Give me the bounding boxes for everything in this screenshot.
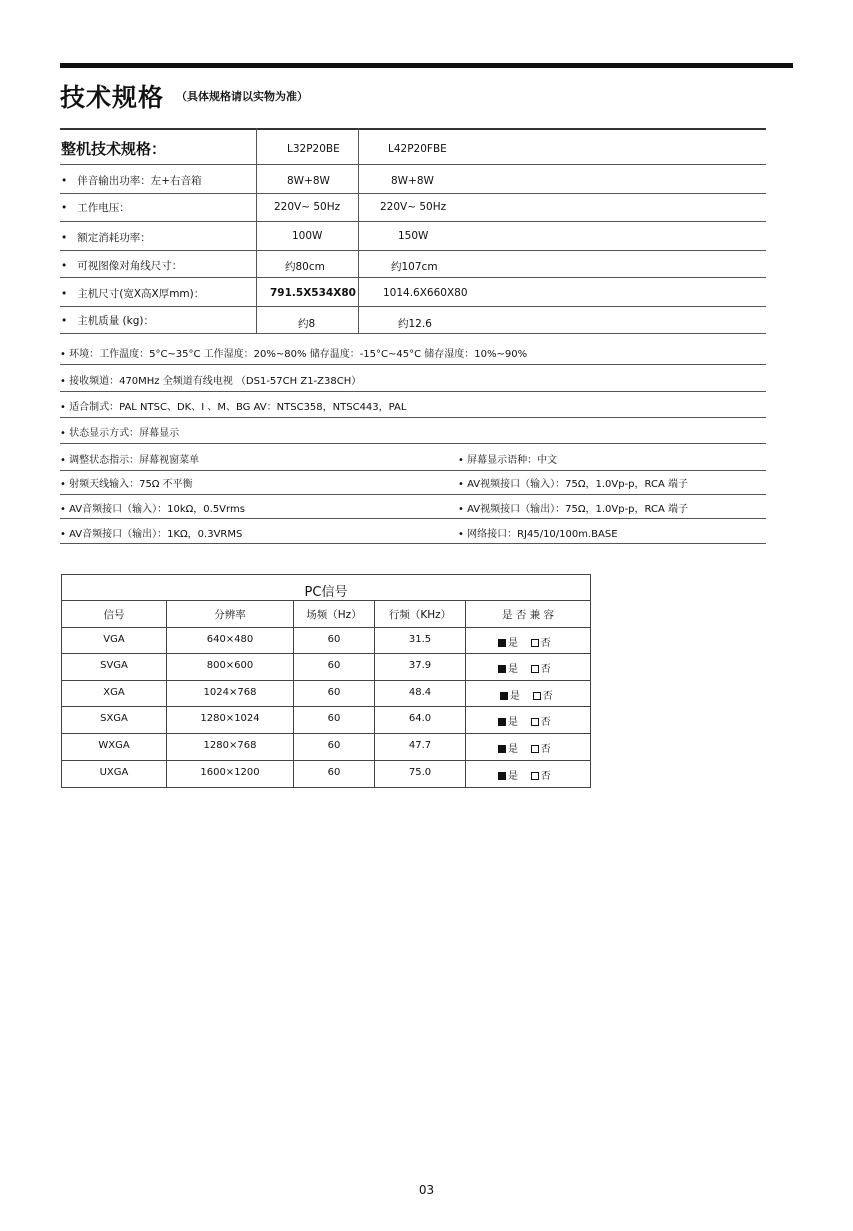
pc-cell-compat: 是 否 — [498, 713, 551, 728]
spec-row-value-1: 约8 — [298, 318, 316, 330]
pc-table-divider — [62, 760, 590, 761]
display-mode-spec: • 状态显示方式：屏幕显示 — [60, 428, 180, 439]
spec-row-label: • 可视图像对角线尺寸： — [61, 260, 183, 272]
general-row-divider — [60, 543, 766, 544]
pc-cell-compat: 是 否 — [498, 767, 551, 782]
spec-row-value-1: 8W+8W — [287, 175, 330, 187]
network-port-spec: • 网络接口：RJ45/10/100m.BASE — [458, 529, 618, 540]
pc-cell-signal: SVGA — [100, 660, 128, 671]
checked-box-icon — [498, 745, 506, 753]
pc-header-signal: 信号 — [103, 609, 125, 621]
checked-box-icon — [500, 692, 508, 700]
spec-row-divider — [60, 193, 766, 194]
pc-cell-hfreq: 37.9 — [408, 660, 432, 671]
unchecked-box-icon — [531, 718, 539, 726]
spec-row-value-1: 791.5X534X80 — [270, 287, 356, 299]
pc-cell-compat: 是 否 — [498, 740, 551, 755]
rf-input-spec: • 射频天线输入：75Ω 不平衡 — [60, 479, 193, 490]
unchecked-box-icon — [533, 692, 541, 700]
pc-cell-vfreq: 60 — [327, 660, 341, 671]
pc-cell-signal: SXGA — [100, 713, 128, 724]
av-audio-in-spec: • AV音频接口（输入）：10kΩ，0.5Vrms — [60, 504, 245, 515]
pc-cell-resolution: 1024×768 — [203, 687, 257, 698]
pc-table-divider — [62, 706, 590, 707]
pc-header-compat: 是 否 兼 容 — [501, 609, 554, 621]
pc-header-resolution: 分辨率 — [214, 609, 246, 621]
pc-col-divider — [465, 600, 466, 787]
pc-cell-resolution: 1600×1200 — [200, 767, 260, 778]
checked-box-icon — [498, 665, 506, 673]
model-1-header: L32P20BE — [287, 143, 340, 155]
spec-row-value-2: 1014.6X660X80 — [383, 287, 468, 299]
spec-row-value-1: 100W — [292, 230, 323, 242]
spec-row-divider — [60, 250, 766, 251]
spec-col-divider-1 — [256, 128, 257, 333]
pc-table-divider — [62, 733, 590, 734]
checked-box-icon — [498, 772, 506, 780]
channels-spec: • 接收频道：470MHz 全频道有线电视 （DS1-57CH Z1-Z38CH） — [60, 376, 362, 387]
model-2-header: L42P20FBE — [388, 143, 447, 155]
pc-cell-signal: VGA — [103, 634, 125, 645]
pc-signal-table — [61, 574, 591, 788]
spec-table-top-rule — [60, 128, 766, 130]
pc-table-title: PC信号 — [304, 585, 348, 600]
pc-cell-vfreq: 60 — [327, 634, 341, 645]
page-number: 03 — [418, 1183, 435, 1197]
av-video-out-spec: • AV视频接口（输出）：75Ω，1.0Vp-p，RCA 端子 — [458, 504, 688, 515]
spec-row-value-2: 约12.6 — [398, 318, 432, 330]
checked-box-icon — [498, 639, 506, 647]
general-row-divider — [60, 494, 766, 495]
pc-cell-resolution: 800×600 — [206, 660, 254, 671]
pc-header-hfreq: 行频（KHz） — [388, 609, 452, 621]
unchecked-box-icon — [531, 772, 539, 780]
spec-row-value-2: 8W+8W — [391, 175, 434, 187]
pc-cell-resolution: 1280×1024 — [200, 713, 260, 724]
systems-spec: • 适合制式：PAL NTSC、DK、I 、M、BG AV：NTSC358，NTSC443，PAL — [60, 402, 407, 413]
pc-cell-resolution: 1280×768 — [203, 740, 257, 751]
pc-cell-signal: UXGA — [99, 767, 129, 778]
spec-row-divider — [60, 306, 766, 307]
pc-cell-hfreq: 64.0 — [408, 713, 432, 724]
spec-row-label: • 工作电压： — [61, 202, 130, 214]
pc-table-divider — [62, 627, 590, 628]
adjust-indicator-spec: • 调整状态指示：屏幕视窗菜单 — [60, 455, 200, 466]
av-video-in-spec: • AV视频接口（输入）：75Ω，1.0Vp-p，RCA 端子 — [458, 479, 688, 490]
spec-row-value-1: 约80cm — [285, 261, 325, 273]
pc-cell-vfreq: 60 — [327, 767, 341, 778]
pc-cell-hfreq: 75.0 — [408, 767, 432, 778]
pc-cell-signal: WXGA — [98, 740, 130, 751]
pc-cell-vfreq: 60 — [327, 713, 341, 724]
pc-cell-vfreq: 60 — [327, 687, 341, 698]
unchecked-box-icon — [531, 745, 539, 753]
unchecked-box-icon — [531, 665, 539, 673]
spec-row-label: • 额定消耗功率： — [61, 232, 151, 244]
pc-table-divider — [62, 600, 590, 601]
av-audio-out-spec: • AV音频接口（输出）：1KΩ，0.3VRMS — [60, 529, 243, 540]
spec-row-value-2: 约107cm — [391, 261, 438, 273]
pc-cell-hfreq: 31.5 — [408, 634, 432, 645]
pc-cell-compat: 是 否 — [498, 634, 551, 649]
general-row-divider — [60, 443, 766, 444]
general-row-divider — [60, 518, 766, 519]
pc-cell-hfreq: 48.4 — [408, 687, 432, 698]
pc-cell-compat: 是 否 — [500, 687, 553, 702]
pc-cell-resolution: 640×480 — [206, 634, 254, 645]
general-row-divider — [60, 391, 766, 392]
osd-language-spec: • 屏幕显示语种：中文 — [458, 455, 558, 466]
spec-table-heading: 整机技术规格： — [61, 140, 167, 158]
pc-cell-vfreq: 60 — [327, 740, 341, 751]
pc-cell-signal: XGA — [103, 687, 125, 698]
checked-box-icon — [498, 718, 506, 726]
spec-row-value-2: 150W — [398, 230, 429, 242]
general-row-divider — [60, 470, 766, 471]
pc-table-divider — [62, 653, 590, 654]
pc-header-vfreq: 场频（Hz） — [306, 609, 362, 621]
pc-table-divider — [62, 680, 590, 681]
pc-cell-compat: 是 否 — [498, 660, 551, 675]
spec-col-divider-2 — [358, 128, 359, 333]
spec-row-label: • 主机尺寸(宽X高X厚mm)： — [61, 288, 205, 300]
page-title: 技术规格 — [60, 83, 165, 112]
environment-spec: • 环境：工作温度：5°C~35°C 工作湿度：20%~80% 储存温度：-15°C~45°C 储存湿度：10%~90% — [60, 349, 528, 360]
top-rule — [60, 63, 793, 68]
spec-row-divider — [60, 221, 766, 222]
pc-cell-hfreq: 47.7 — [408, 740, 432, 751]
general-row-divider — [60, 364, 766, 365]
spec-row-divider — [60, 164, 766, 165]
page-subtitle: （具体规格请以实物为准） — [176, 90, 308, 103]
spec-row-value-2: 220V~ 50Hz — [380, 201, 447, 213]
spec-row-label: • 伴音输出功率：左+右音箱 — [61, 175, 202, 187]
spec-row-value-1: 220V~ 50Hz — [274, 201, 341, 213]
spec-row-divider — [60, 333, 766, 334]
spec-row-label: • 主机质量 (kg)： — [61, 315, 154, 327]
unchecked-box-icon — [531, 639, 539, 647]
spec-row-divider — [60, 277, 766, 278]
general-row-divider — [60, 417, 766, 418]
